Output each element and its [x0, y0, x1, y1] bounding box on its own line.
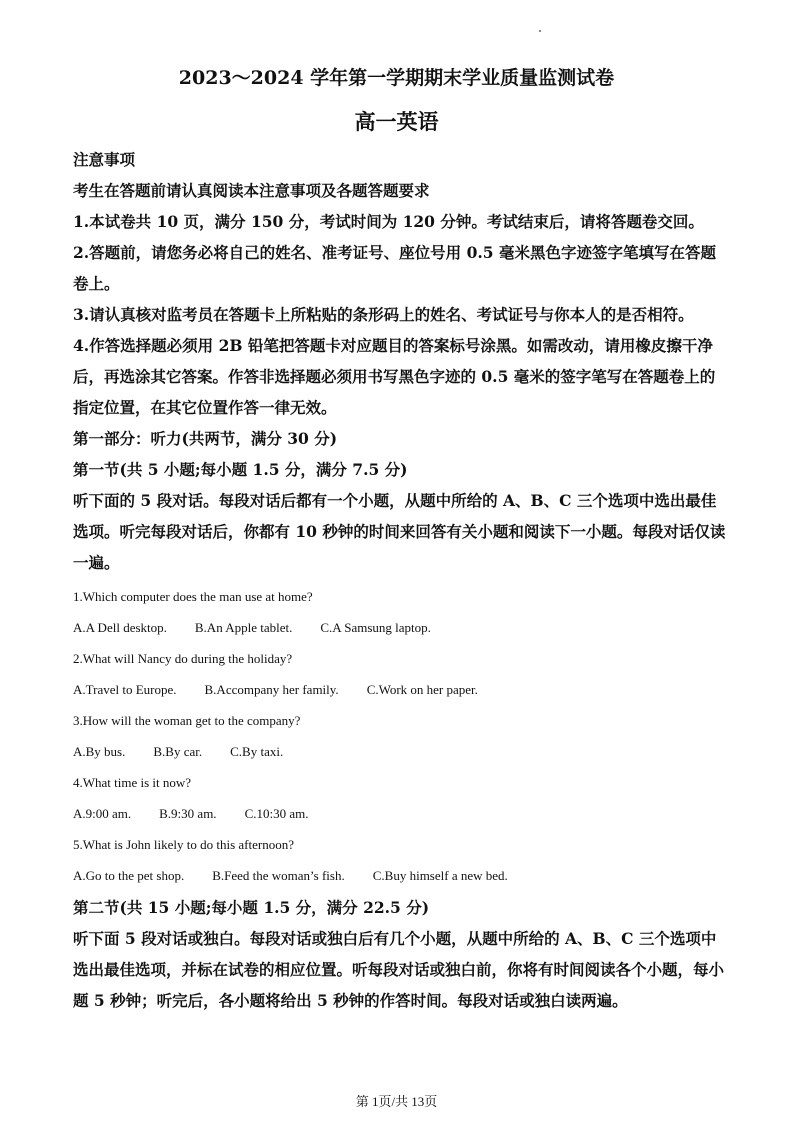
option-c: C.Buy himself a new bed. [372, 868, 508, 883]
notice-block [73, 144, 728, 578]
section2-instructions: 听下面 5 段对话或独白。每段对话或独白后有几个小题，从题中所给的 A、B、C 三个选项中选出最佳选项，并标在试卷的相应位置。听每段对话或独白前，你将有时间阅读各个小题，每小题 5 秒钟；听完后，各小题将给出 5 秒钟的作答时间。每段对话或独白读两遍。 [73, 929, 725, 1010]
question-options [73, 798, 728, 829]
notice-item: 2.答题前，请您务必将自己的姓名、准考证号、座位号用 0.5 毫米黑色字迹签字笔填写在答题卷上。 [73, 243, 716, 293]
notice-heading: 注意事项 [73, 150, 136, 169]
question-stem: 2.What will Nancy do during the holiday? [73, 651, 293, 666]
part1-heading: 第一部分：听力(共两节，满分 30 分) [73, 429, 338, 448]
option-c: C.Work on her paper. [366, 682, 478, 697]
question-options [73, 674, 728, 705]
notice-item: 4.作答选择题必须用 2B 铅笔把答题卡对应题目的答案标号涂黑。如需改动，请用橡皮擦干净后，再选涂其它答案。作答非选择题必须用书写黑色字迹的 0.5 毫米的签字笔写在答题卷上的指定位置，在其它位置作答一律无效。 [73, 336, 716, 417]
question-stem: 5.What is John likely to do this afternoon? [73, 837, 294, 852]
notice-item: 1.本试卷共 10 页，满分 150 分，考试时间为 120 分钟。考试结束后，请将答题卷交回。 [73, 212, 704, 231]
section2-block [73, 892, 728, 1016]
option-c: C.By taxi. [230, 744, 284, 759]
option-b: B.Feed the woman’s fish. [212, 868, 345, 883]
question-options [73, 736, 728, 767]
notice-item: 3.请认真核对监考员在答题卡上所粘贴的条形码上的姓名、考试证号与你本人的是否相符。 [73, 305, 694, 324]
page-title: 2023～2024 学年第一学期期末学业质量监测试卷 [178, 67, 615, 89]
page-subtitle: 高一英语 [354, 109, 439, 134]
question-stem: 1.Which computer does the man use at home? [73, 589, 313, 604]
option-b: B.An Apple tablet. [194, 620, 293, 635]
page-footer: 第 1页/共 13页 [355, 1094, 438, 1109]
option-a: A.9:00 am. [73, 806, 132, 821]
question-stem: 4.What time is it now? [73, 775, 192, 790]
section1-instructions: 听下面的 5 段对话。每段对话后都有一个小题，从题中所给的 A、B、C 三个选项中选出最佳选项。听完每段对话后，你都有 10 秒钟的时间来回答有关小题和阅读下一小题。每段对话仅读一遍。 [73, 491, 726, 572]
option-b: B.9:30 am. [159, 806, 217, 821]
option-b: B.By car. [153, 744, 203, 759]
option-c: C.A Samsung laptop. [320, 620, 431, 635]
scan-dot [539, 30, 541, 32]
section2-heading: 第二节(共 15 小题;每小题 1.5 分，满分 22.5 分) [73, 898, 430, 917]
option-c: C.10:30 am. [244, 806, 309, 821]
section1-heading: 第一节(共 5 小题;每小题 1.5 分，满分 7.5 分) [73, 460, 408, 479]
option-b: B.Accompany her family. [204, 682, 339, 697]
questions-block [73, 581, 728, 891]
option-a: A.By bus. [73, 744, 126, 759]
notice-intro: 考生在答题前请认真阅读本注意事项及各题答题要求 [73, 181, 430, 200]
question-stem: 3.How will the woman get to the company? [73, 713, 301, 728]
option-a: A.Travel to Europe. [73, 682, 177, 697]
question-options [73, 860, 728, 891]
option-a: A.Go to the pet shop. [73, 868, 185, 883]
option-a: A.A Dell desktop. [73, 620, 167, 635]
question-options [73, 612, 728, 643]
